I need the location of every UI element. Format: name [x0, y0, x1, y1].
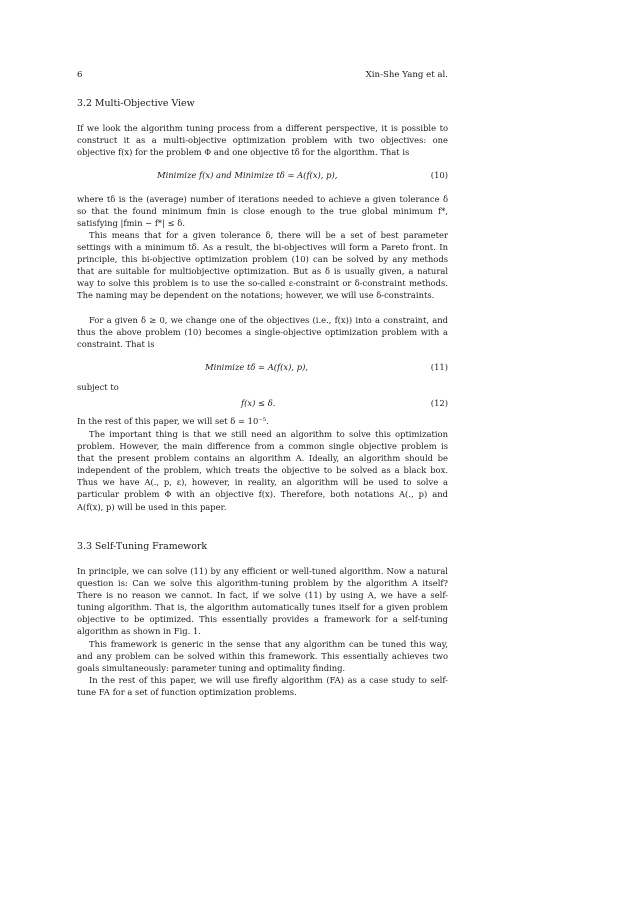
- equation-expression: f(x) ≤ δ.: [241, 398, 276, 408]
- paragraph: For a given δ ≥ 0, we change one of the objectives (i.e., f(x)) into a constraint, and thus the above problem (10) becomes a single-objective optimization problem with a constraint. That is: [77, 315, 448, 350]
- paragraph: subject to: [77, 382, 119, 392]
- section-heading-3-2: 3.2 Multi-Objective View: [77, 98, 195, 109]
- section-heading-3-3: 3.3 Self-Tuning Framework: [77, 541, 208, 552]
- equation-expression: Minimize tδ = A(f(x), p),: [205, 362, 309, 372]
- equation-11: [77, 362, 448, 374]
- paragraph: This means that for a given tolerance δ, there will be a set of best parameter settings with a minimum tδ. As a result, the bi-objectives will form a Pareto front. In principle, this bi-objective optimization problem (10) can be solved by any methods that are suitable for multiobjective optimization. But as δ is usually given, a natural way to solve this problem is to use the so-called ε-constraint or δ-constraint methods. The naming may be dependent on the notations; however, we will use δ-constraints.: [77, 230, 448, 301]
- paragraph: The important thing is that we still need an algorithm to solve this optimization problem. However, the main difference from a common single objective problem is that the present problem contains an algorithm A. Ideally, an algorithm should be independent of the problem, which treats the objective to be solved as a black box. Thus we have A(., p, ε), however, in reality, an algorithm will be used to solve a particular problem Φ with an objective f(x). Therefore, both notations A(., p) and A(f(x), p) will be used in this paper.: [77, 429, 448, 512]
- page-number: 6: [77, 70, 83, 80]
- paragraph: In principle, we can solve (11) by any efficient or well-tuned algorithm. Now a natural question is: Can we solve this algorithm-tuning problem by the algorithm A itself? There is no reason we cannot. In fact, if we solve (11) by using A, we have a self-tuning algorithm. That is, the algorithm automatically tunes itself for a given problem objective to be optimized. This essentially provides a framework for a self-tuning algorithm as shown in Fig. 1.: [77, 566, 448, 637]
- paragraph: This framework is generic in the sense that any algorithm can be tuned this way, and any problem can be solved within this framework. This essentially achieves two goals simultaneously: parameter tuning and optimality finding.: [77, 639, 448, 674]
- equation-number: (11): [430, 362, 448, 372]
- equation-number: (10): [430, 170, 448, 180]
- equation-12: [77, 398, 448, 410]
- equation-expression: Minimize f(x) and Minimize tδ = A(f(x), p),: [157, 170, 338, 180]
- equation-number: (12): [430, 398, 448, 408]
- equation-10: [77, 170, 448, 182]
- paragraph: In the rest of this paper, we will set δ = 10⁻⁵.: [77, 416, 269, 426]
- running-authors: Xin-She Yang et al.: [365, 70, 448, 80]
- paragraph: where tδ is the (average) number of iterations needed to achieve a given tolerance δ so that the found minimum fmin is close enough to the true global minimum f*, satisfying |fmin − f*| ≤ δ.: [77, 194, 448, 229]
- paragraph: In the rest of this paper, we will use firefly algorithm (FA) as a case study to self-tune FA for a set of function optimization problems.: [77, 675, 448, 698]
- paragraph: If we look the algorithm tuning process from a different perspective, it is possible to construct it as a multi-objective optimization problem with two objectives: one objective f(x) for the problem Φ and one objective tδ for the algorithm. That is: [77, 123, 448, 158]
